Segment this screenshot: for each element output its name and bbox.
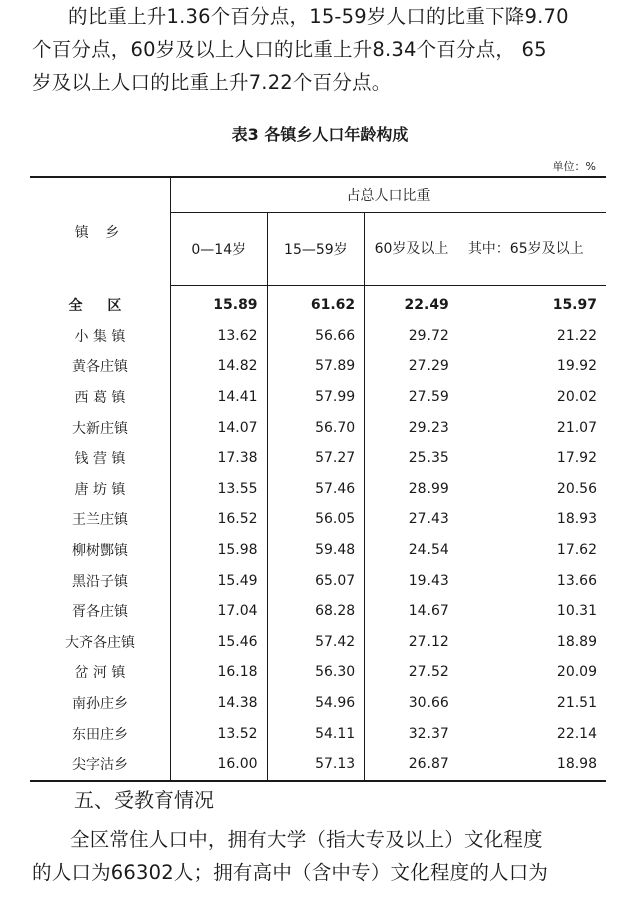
cell-town: 黑沿子镇: [71, 573, 128, 590]
cell-value: 15.49: [170, 565, 267, 596]
cell-value: 19.43: [365, 565, 458, 596]
table-row: [30, 688, 606, 719]
table-title: 表3 各镇乡人口年龄构成: [231, 125, 409, 144]
cell-value: 14.38: [170, 688, 267, 719]
cell-value: 10.31: [556, 603, 597, 620]
cell-value: 56.05: [267, 504, 365, 535]
table-row: [30, 504, 606, 535]
cell-value: 18.93: [556, 511, 597, 528]
header-col-60plus: 60岁及以上: [365, 213, 458, 286]
cell-value: 56.70: [267, 412, 365, 443]
cell-value: 16.52: [170, 504, 267, 535]
cell-value: 16.18: [170, 657, 267, 688]
table-body: [30, 286, 606, 781]
cell-value: 14.07: [170, 412, 267, 443]
cell-value: 14.41: [170, 382, 267, 413]
cell-value: 20.56: [556, 480, 597, 497]
table-row: [30, 627, 606, 658]
cell-value: 13.55: [170, 474, 267, 505]
table-row: [30, 535, 606, 566]
cell-town: 大齐各庄镇: [64, 634, 135, 651]
cell-value: 13.62: [170, 321, 267, 352]
cell-value: 13.52: [170, 718, 267, 749]
cell-value: 29.23: [365, 412, 458, 443]
education-line: 全区常住人口中，拥有大学（指大专及以上）文化程度: [70, 828, 543, 851]
cell-town: 钱 营 镇: [74, 451, 126, 468]
cell-value: 57.89: [267, 351, 365, 382]
cell-value: 15.89: [170, 286, 267, 321]
cell-town: 东田庄乡: [71, 726, 128, 743]
cell-town: 大新庄镇: [71, 420, 128, 437]
intro-line: 的比重上升1.36个百分点，15-59岁人口的比重下降9.70: [68, 5, 569, 28]
cell-town: 胥各庄镇: [71, 604, 128, 621]
header-group: 占总人口比重: [170, 177, 606, 213]
header-town: 镇 乡: [74, 224, 126, 241]
table-row: [30, 351, 606, 382]
cell-value: 15.97: [552, 297, 597, 314]
cell-town: 尖字沽乡: [71, 757, 128, 774]
section-heading: 五、受教育情况: [74, 788, 214, 812]
table-row: [30, 718, 606, 749]
header-col-0-14: 0—14岁: [170, 213, 267, 286]
cell-value: 54.11: [267, 718, 365, 749]
cell-town: 王兰庄镇: [71, 512, 128, 529]
cell-value: 57.99: [267, 382, 365, 413]
cell-town: 黄各庄镇: [71, 359, 128, 376]
cell-value: 27.12: [365, 627, 458, 658]
education-paragraph: [32, 823, 612, 889]
cell-value: 17.04: [170, 596, 267, 627]
cell-value: 24.54: [365, 535, 458, 566]
cell-value: 17.92: [556, 450, 597, 467]
cell-value: 61.62: [267, 286, 365, 321]
cell-town: 全 区: [68, 298, 132, 315]
cell-value: 18.89: [556, 633, 597, 650]
cell-value: 20.09: [556, 664, 597, 681]
intro-line: 岁及以上人口的比重上升7.22个百分点。: [32, 71, 392, 94]
cell-value: 57.13: [267, 749, 365, 781]
cell-value: 18.98: [556, 756, 597, 773]
cell-value: 30.66: [365, 688, 458, 719]
table-row: [30, 474, 606, 505]
table-row: [30, 565, 606, 596]
cell-value: 57.42: [267, 627, 365, 658]
table-row: [30, 749, 606, 781]
cell-value: 29.72: [365, 321, 458, 352]
cell-value: 32.37: [365, 718, 458, 749]
cell-value: 19.92: [556, 358, 597, 375]
cell-value: 27.59: [365, 382, 458, 413]
table-row: [30, 443, 606, 474]
table-row: [30, 596, 606, 627]
header-col-15-59: 15—59岁: [267, 213, 365, 286]
unit-label: 单位：%: [552, 160, 596, 173]
cell-town: 南孙庄乡: [71, 696, 128, 713]
cell-value: 65.07: [267, 565, 365, 596]
cell-value: 68.28: [267, 596, 365, 627]
cell-value: 27.43: [365, 504, 458, 535]
cell-value: 25.35: [365, 443, 458, 474]
table-row: [30, 657, 606, 688]
cell-value: 20.02: [556, 389, 597, 406]
table-row: [30, 382, 606, 413]
cell-value: 59.48: [267, 535, 365, 566]
cell-town: 岔 河 镇: [74, 665, 126, 682]
cell-value: 27.52: [365, 657, 458, 688]
cell-value: 57.27: [267, 443, 365, 474]
cell-value: 16.00: [170, 749, 267, 781]
cell-value: 21.51: [556, 695, 597, 712]
cell-value: 17.62: [556, 542, 597, 559]
cell-value: 17.38: [170, 443, 267, 474]
cell-value: 56.66: [267, 321, 365, 352]
age-structure-table: [30, 176, 606, 782]
cell-value: 57.46: [267, 474, 365, 505]
cell-value: 56.30: [267, 657, 365, 688]
table-row: [30, 412, 606, 443]
education-line: 的人口为66302人；拥有高中（含中专）文化程度的人口为: [32, 861, 549, 884]
cell-value: 15.46: [170, 627, 267, 658]
cell-value: 28.99: [365, 474, 458, 505]
table-row: [30, 321, 606, 352]
cell-town: 小 集 镇: [74, 328, 126, 345]
cell-value: 21.22: [556, 327, 597, 344]
cell-value: 27.29: [365, 351, 458, 382]
cell-value: 26.87: [365, 749, 458, 781]
cell-value: 22.14: [556, 725, 597, 742]
cell-value: 14.67: [365, 596, 458, 627]
cell-value: 22.49: [365, 286, 458, 321]
header-col-65plus: 其中：65岁及以上: [458, 213, 606, 286]
cell-town: 柳树酆镇: [71, 543, 128, 560]
cell-value: 21.07: [556, 419, 597, 436]
cell-value: 54.96: [267, 688, 365, 719]
intro-paragraph: [32, 0, 612, 99]
intro-line: 个百分点，60岁及以上人口的比重上升8.34个百分点， 65: [32, 38, 547, 61]
cell-value: 14.82: [170, 351, 267, 382]
cell-town: 西 葛 镇: [74, 390, 126, 407]
cell-town: 唐 坊 镇: [74, 481, 126, 498]
cell-value: 15.98: [170, 535, 267, 566]
table-row: [30, 286, 606, 321]
cell-value: 13.66: [556, 572, 597, 589]
